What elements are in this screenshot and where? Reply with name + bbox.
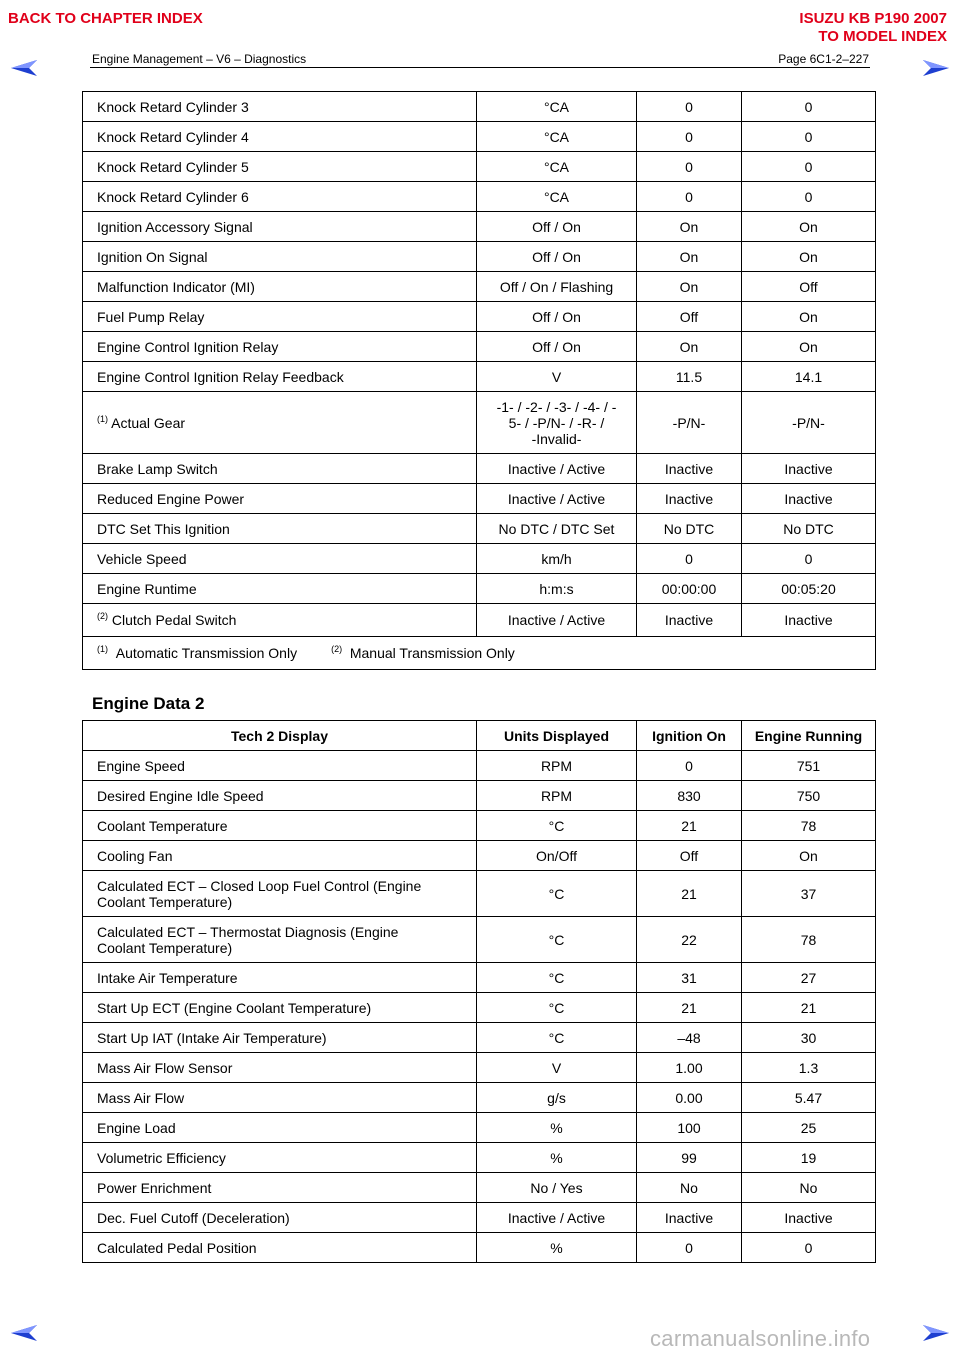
tech2-display-cell: Knock Retard Cylinder 5 — [83, 152, 477, 182]
units-cell: Off / On — [477, 332, 637, 362]
tech2-display-cell: Knock Retard Cylinder 6 — [83, 182, 477, 212]
units-cell: h:m:s — [477, 574, 637, 604]
table-row — [83, 1023, 876, 1053]
table-row — [83, 92, 876, 122]
units-cell: g/s — [477, 1083, 637, 1113]
watermark-text: carmanualsonline.info — [650, 1326, 871, 1351]
tech2-display-cell: Ignition Accessory Signal — [83, 212, 477, 242]
arrow-left-icon[interactable] — [10, 1324, 38, 1342]
footnote-row — [83, 637, 876, 670]
engine-running-cell: Off — [742, 272, 876, 302]
engine-running-cell: 5.47 — [742, 1083, 876, 1113]
table-row — [83, 1083, 876, 1113]
ignition-on-cell: 21 — [637, 811, 742, 841]
engine-data-2-table — [82, 720, 876, 1263]
units-cell: Off / On — [477, 212, 637, 242]
ignition-on-cell: 0 — [637, 751, 742, 781]
document-title: Engine Management – V6 – Diagnostics — [92, 52, 307, 66]
engine-running-cell: No — [742, 1173, 876, 1203]
units-cell: °CA — [477, 122, 637, 152]
units-cell: RPM — [477, 781, 637, 811]
ignition-on-cell: No DTC — [637, 514, 742, 544]
tech2-display-cell: Reduced Engine Power — [83, 484, 477, 514]
ignition-on-cell: 31 — [637, 963, 742, 993]
table-header-row — [83, 721, 876, 751]
model-index-label[interactable]: TO MODEL INDEX — [818, 28, 947, 45]
tech2-display-cell: Dec. Fuel Cutoff (Deceleration) — [83, 1203, 477, 1233]
arrow-right-icon[interactable] — [922, 59, 950, 77]
table-row — [83, 604, 876, 637]
model-name[interactable]: ISUZU KB P190 2007 — [799, 10, 947, 27]
units-cell: °CA — [477, 152, 637, 182]
units-cell: % — [477, 1113, 637, 1143]
ignition-on-cell: 0 — [637, 544, 742, 574]
ignition-on-cell: On — [637, 332, 742, 362]
engine-running-cell: Inactive — [742, 1203, 876, 1233]
table-row — [83, 362, 876, 392]
engine-running-cell: -P/N- — [742, 392, 876, 454]
table-row — [83, 544, 876, 574]
tech2-display-cell: DTC Set This Ignition — [83, 514, 477, 544]
units-cell: °CA — [477, 92, 637, 122]
tech2-display-cell: Engine Load — [83, 1113, 477, 1143]
footnote-cell — [83, 637, 876, 670]
engine-running-cell: 0 — [742, 152, 876, 182]
units-cell: °C — [477, 811, 637, 841]
ignition-on-cell: 00:00:00 — [637, 574, 742, 604]
tech2-display-cell: Cooling Fan — [83, 841, 477, 871]
engine-data-table-continued — [82, 91, 876, 670]
arrow-left-icon[interactable] — [10, 59, 38, 77]
page-number: Page 6C1-2–227 — [778, 52, 869, 66]
back-to-chapter-index-link[interactable]: BACK TO CHAPTER INDEX — [8, 10, 203, 27]
ignition-on-cell: Inactive — [637, 454, 742, 484]
ignition-on-cell: 0 — [637, 152, 742, 182]
ignition-on-cell: 0 — [637, 92, 742, 122]
model-index-link[interactable] — [799, 10, 947, 46]
ignition-on-cell: 0.00 — [637, 1083, 742, 1113]
footnote-marker: (1) — [97, 413, 108, 424]
table-row — [83, 781, 876, 811]
tech2-display-cell: Intake Air Temperature — [83, 963, 477, 993]
footnote-marker: (2) — [331, 644, 343, 654]
table-row — [83, 751, 876, 781]
table-row — [83, 963, 876, 993]
units-cell: Off / On — [477, 302, 637, 332]
ignition-on-cell: 21 — [637, 871, 742, 917]
tech2-display-cell: Brake Lamp Switch — [83, 454, 477, 484]
display-line: Coolant Temperature) — [97, 893, 233, 910]
tech2-display-cell: Vehicle Speed — [83, 544, 477, 574]
ignition-on-cell: No — [637, 1173, 742, 1203]
engine-running-cell: 0 — [742, 122, 876, 152]
footnote-marker: (1) — [97, 644, 108, 654]
engine-running-cell: On — [742, 332, 876, 362]
table-row — [83, 302, 876, 332]
units-line: -Invalid- — [531, 430, 582, 447]
engine-running-cell: 78 — [742, 811, 876, 841]
engine-running-cell: On — [742, 841, 876, 871]
units-line: 5- / -P/N- / -R- / — [508, 414, 605, 431]
units-cell: °CA — [477, 182, 637, 212]
ignition-on-cell: 22 — [637, 917, 742, 963]
table-row — [83, 242, 876, 272]
tech2-display-cell: Start Up ECT (Engine Coolant Temperature) — [83, 993, 477, 1023]
header-divider — [90, 67, 870, 68]
column-header: Ignition On — [637, 721, 742, 751]
ignition-on-cell: On — [637, 242, 742, 272]
engine-running-cell: Inactive — [742, 454, 876, 484]
engine-running-cell: On — [742, 212, 876, 242]
ignition-on-cell: –48 — [637, 1023, 742, 1053]
tech2-display-cell — [83, 392, 477, 454]
table-row — [83, 574, 876, 604]
ignition-on-cell: -P/N- — [637, 392, 742, 454]
table-row — [83, 212, 876, 242]
section-title: Engine Data 2 — [92, 694, 205, 713]
ignition-on-cell: Inactive — [637, 1203, 742, 1233]
tech2-display-cell: Fuel Pump Relay — [83, 302, 477, 332]
footnote-automatic: Automatic Transmission Only — [115, 645, 298, 661]
table-row — [83, 484, 876, 514]
ignition-on-cell: Off — [637, 841, 742, 871]
ignition-on-cell: 11.5 — [637, 362, 742, 392]
engine-running-cell: 21 — [742, 993, 876, 1023]
table-row — [83, 122, 876, 152]
units-cell: °C — [477, 871, 637, 917]
table-row — [83, 1233, 876, 1263]
ignition-on-cell: 0 — [637, 122, 742, 152]
engine-running-cell: On — [742, 302, 876, 332]
units-cell: RPM — [477, 751, 637, 781]
units-cell: Inactive / Active — [477, 604, 637, 637]
display-label: Clutch Pedal Switch — [108, 612, 237, 628]
table-row — [83, 1173, 876, 1203]
ignition-on-cell: On — [637, 272, 742, 302]
tech2-display-cell: Desired Engine Idle Speed — [83, 781, 477, 811]
engine-running-cell: 25 — [742, 1113, 876, 1143]
engine-running-cell: No DTC — [742, 514, 876, 544]
units-cell: °C — [477, 963, 637, 993]
engine-running-cell: 19 — [742, 1143, 876, 1173]
units-cell: °C — [477, 1023, 637, 1053]
units-cell: Off / On / Flashing — [477, 272, 637, 302]
table-row — [83, 811, 876, 841]
engine-running-cell: 00:05:20 — [742, 574, 876, 604]
tech2-display-cell: Engine Control Ignition Relay — [83, 332, 477, 362]
units-cell: % — [477, 1233, 637, 1263]
tech2-display-cell: Engine Speed — [83, 751, 477, 781]
units-cell: °C — [477, 917, 637, 963]
ignition-on-cell: 830 — [637, 781, 742, 811]
engine-running-cell: 0 — [742, 92, 876, 122]
units-cell: Inactive / Active — [477, 484, 637, 514]
table-row — [83, 272, 876, 302]
engine-running-cell: 78 — [742, 917, 876, 963]
ignition-on-cell: 99 — [637, 1143, 742, 1173]
arrow-right-icon[interactable] — [922, 1324, 950, 1342]
table-row — [83, 514, 876, 544]
ignition-on-cell: 100 — [637, 1113, 742, 1143]
table-row — [83, 1143, 876, 1173]
tech2-display-cell: Ignition On Signal — [83, 242, 477, 272]
tech2-display-cell: Power Enrichment — [83, 1173, 477, 1203]
units-cell: % — [477, 1143, 637, 1173]
table-row — [83, 871, 876, 917]
ignition-on-cell: 1.00 — [637, 1053, 742, 1083]
table-row — [83, 182, 876, 212]
tech2-display-cell — [83, 871, 477, 917]
engine-running-cell: 751 — [742, 751, 876, 781]
engine-running-cell: Inactive — [742, 484, 876, 514]
table-row — [83, 332, 876, 362]
ignition-on-cell: 21 — [637, 993, 742, 1023]
units-cell: °C — [477, 993, 637, 1023]
tech2-display-cell: Engine Control Ignition Relay Feedback — [83, 362, 477, 392]
engine-running-cell: 30 — [742, 1023, 876, 1053]
display-line: Calculated ECT – Closed Loop Fuel Control (Engine — [97, 877, 422, 894]
display-line: Calculated ECT – Thermostat Diagnosis (Engine — [97, 923, 399, 940]
tech2-display-cell: Calculated Pedal Position — [83, 1233, 477, 1263]
ignition-on-cell: 0 — [637, 1233, 742, 1263]
tech2-display-cell: Engine Runtime — [83, 574, 477, 604]
engine-running-cell: Inactive — [742, 604, 876, 637]
units-cell — [477, 392, 637, 454]
units-cell: On/Off — [477, 841, 637, 871]
table-row — [83, 392, 876, 454]
units-cell: V — [477, 1053, 637, 1083]
engine-running-cell: 37 — [742, 871, 876, 917]
units-cell: No DTC / DTC Set — [477, 514, 637, 544]
engine-running-cell: 14.1 — [742, 362, 876, 392]
engine-running-cell: 27 — [742, 963, 876, 993]
footnote-manual: Manual Transmission Only — [349, 645, 515, 661]
engine-running-cell: 0 — [742, 1233, 876, 1263]
column-header: Engine Running — [742, 721, 876, 751]
engine-running-cell: 0 — [742, 182, 876, 212]
display-line: Coolant Temperature) — [97, 939, 233, 956]
units-cell: V — [477, 362, 637, 392]
ignition-on-cell: Inactive — [637, 604, 742, 637]
table-row — [83, 841, 876, 871]
engine-running-cell: 1.3 — [742, 1053, 876, 1083]
table-row — [83, 1113, 876, 1143]
table-row — [83, 917, 876, 963]
units-cell: No / Yes — [477, 1173, 637, 1203]
tech2-display-cell: Knock Retard Cylinder 4 — [83, 122, 477, 152]
table-row — [83, 454, 876, 484]
tech2-display-cell: Knock Retard Cylinder 3 — [83, 92, 477, 122]
tech2-display-cell: Mass Air Flow Sensor — [83, 1053, 477, 1083]
units-cell: Inactive / Active — [477, 1203, 637, 1233]
ignition-on-cell: On — [637, 212, 742, 242]
tech2-display-cell: Start Up IAT (Intake Air Temperature) — [83, 1023, 477, 1053]
tech2-display-cell — [83, 604, 477, 637]
engine-running-cell: On — [742, 242, 876, 272]
column-header: Tech 2 Display — [83, 721, 477, 751]
units-cell: Inactive / Active — [477, 454, 637, 484]
ignition-on-cell: 0 — [637, 182, 742, 212]
tech2-display-cell: Volumetric Efficiency — [83, 1143, 477, 1173]
display-label: Actual Gear — [108, 414, 186, 431]
table-row — [83, 1203, 876, 1233]
tech2-display-cell: Malfunction Indicator (MI) — [83, 272, 477, 302]
ignition-on-cell: Off — [637, 302, 742, 332]
engine-running-cell: 750 — [742, 781, 876, 811]
ignition-on-cell: Inactive — [637, 484, 742, 514]
units-line: -1- / -2- / -3- / -4- / - — [496, 398, 617, 415]
tech2-display-cell: Coolant Temperature — [83, 811, 477, 841]
tech2-display-cell — [83, 917, 477, 963]
table-row — [83, 993, 876, 1023]
engine-running-cell: 0 — [742, 544, 876, 574]
footnote-marker: (2) — [97, 611, 108, 621]
units-cell: Off / On — [477, 242, 637, 272]
units-cell: km/h — [477, 544, 637, 574]
table-row — [83, 1053, 876, 1083]
table-row — [83, 152, 876, 182]
column-header: Units Displayed — [477, 721, 637, 751]
tech2-display-cell: Mass Air Flow — [83, 1083, 477, 1113]
